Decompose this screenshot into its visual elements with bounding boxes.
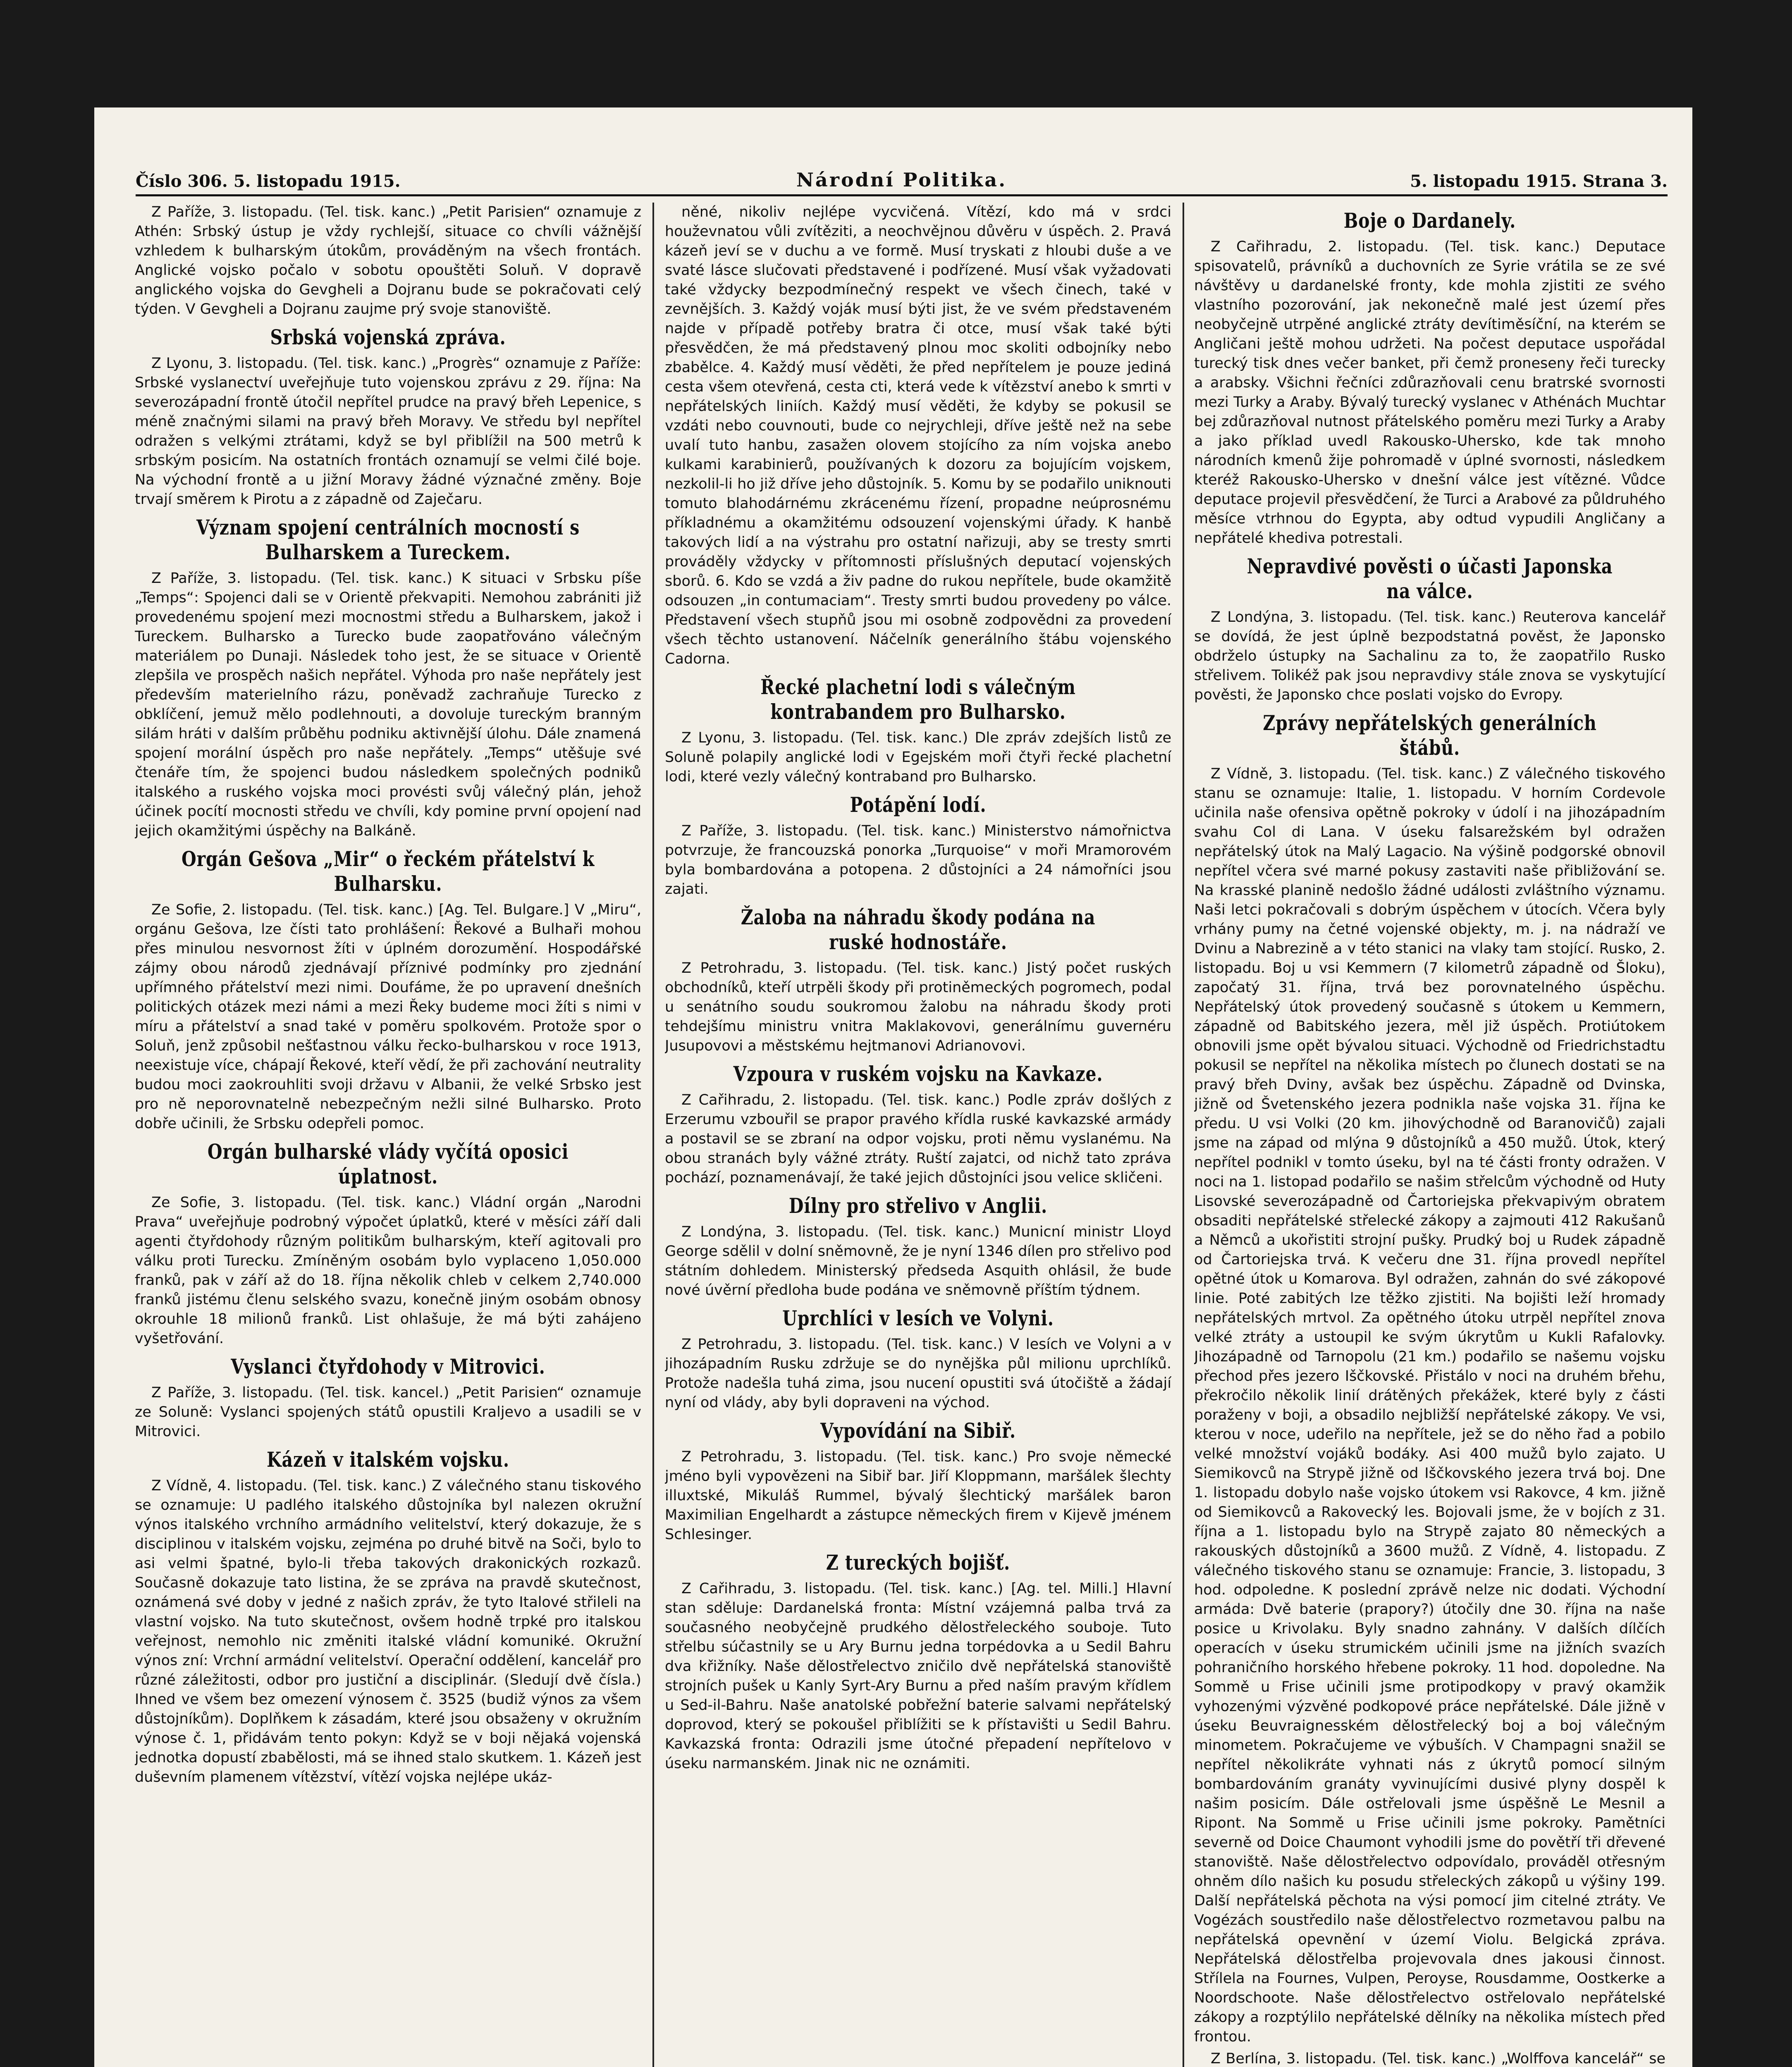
article-heading: Zprávy nepřátelských generálních štábů. xyxy=(1263,711,1597,760)
article-body: Z Paříže, 3. listopadu. (Tel. tisk. kancel.) „Petit Parisien“ oznamuje ze Soluně: Vyslanci spojených států opustili Kraljevo a usadili se v Mitrovici. xyxy=(135,1384,641,1440)
column-2 xyxy=(665,203,1171,2067)
article-heading: Orgán bulharské vlády vyčítá oposici úplatnost. xyxy=(207,1139,569,1189)
article xyxy=(135,325,641,509)
article-heading: Řecké plachetní lodi s válečným kontrabandem pro Bulharsko. xyxy=(760,675,1076,724)
article xyxy=(665,203,1171,669)
article-heading: Orgán Gešova „Mir“ o řeckém přátelství k Bulharsku. xyxy=(181,847,595,896)
article xyxy=(665,675,1171,787)
article-heading: Srbská vojenská zpráva. xyxy=(270,325,506,349)
article-heading: Dílny pro střelivo v Anglii. xyxy=(788,1193,1048,1218)
article xyxy=(665,1306,1171,1413)
article xyxy=(1194,208,1665,548)
issue-date: Číslo 306. 5. listopadu 1915. xyxy=(136,172,401,191)
article-heading: Uprchlíci v lesích ve Volyni. xyxy=(782,1306,1054,1330)
article xyxy=(135,1139,641,1349)
article-body: Z Lyonu, 3. listopadu. (Tel. tisk. kanc.) Dle zpráv zdejších listů ze Soluně polapily anglické lodi v Egejském moři čtyři řecké plachetní lodi, které vezly válečný kontraband pro Bulharsko. xyxy=(665,730,1171,785)
article xyxy=(135,1447,641,1787)
article xyxy=(1194,711,1665,2047)
article-body: Ze Sofie, 2. listopadu. (Tel. tisk. kanc.) [Ag. Tel. Bulgare.] V „Miru“, orgánu Gešova, lze čísti tato prohlášení: Řekové a Bulhaři mohou přes minulou nesvornost žíti v úplném dorozumění. Hospodářské zájmy obou národů zjednávají příznivé podmínky pro zjednání upřímného přátelství mezi nimi. Doufáme, že po upravení dnešních politických otázek mezi námi a mezi Řeky budeme moci žíti s nimi v míru a přátelství a snad také v poměru spolkovém. Protože spor o Soluň, jenž způsobil nešťastnou válku řecko-bulharskou v roce 1913, neexistuje více, chápají Řekové, kteří vědí, že při zachování neutrality budou moci zaokrouhliti svoji državu v Albanii, že velké Srbsko jest pro ně neporovnatelně nebezpečným nežli silné Bulharsko. Proto dobře učinili, že Srbsku odepřeli pomoc. xyxy=(135,902,641,1132)
column-1 xyxy=(135,203,641,2067)
article-body: Z Petrohradu, 3. listopadu. (Tel. tisk. kanc.) Jistý počet ruských obchodníků, kteří utrpěli škody při protiněmeckých pogromech, podal u senátního soudu soukromou žalobu na náhradu škody proti tehdejšímu ministru vnitra Maklakovovi, generálnímu guvernéru Jusupovovi a městskému hejtmanovi Adrianovovi. xyxy=(665,960,1171,1054)
article-heading: Boje o Dardanely. xyxy=(1343,208,1516,233)
article-body: Z Vídně, 3. listopadu. (Tel. tisk. kanc.) Z válečného tiskového stanu se oznamuje: Italie, 1. listopadu. V horním Cordevole učinila naše ofensiva opětně pokroky v údolí i na jihozápadním svahu Col di Lana. V úseku falsarežském byl odražen nepřátelský útok na Malý Lagacio. Na výšině podgorské obnovil nepřítel včera své marné pokusy zastaviti naše přibližování se. Na krasské planině nedošlo žádné události zvláštního významu. Naši letci pokračovali s dobrým úspěchem v útocích. Včera byly vrhány pumy na četné vojenské objekty, m. j. na nádraží ve Dvinu a Nabrezině a v této stanici na vlaky tam stojící. Rusko, 2. listopadu. Boj u vsi Kemmern (7 kilometrů západně od Šloku), započatý 31. října, trvá bez porovnatelného úspěchu. Nepřátelský útok provedený současně s útokem u Kemmern, západně od Babitského jezera, měl již úspěch. Protiútokem obnovili jsme opět bývalou situaci. Východně od Friedrichstadtu pokusil se nepřítel na několika místech po člunech dostati se na pravý břeh Dviny, avšak bez úspěchu. Západně od Dvinska, jižně od Švetenského jezera podnikla naše vojska 31. října ke předu. U vsi Volki (20 km. jihovýchodně od Baranovičů) zajali jsme na západ od mlýna 9 důstojníků a 450 mužů. Útok, který nepřítel podnikl v tomto úseku, byl na té části fronty odražen. V noci na 1. listopad podařilo se našim střelcům východně od Huty Lisovské severozápadně od Čartoriejska překvapivým obratem obsaditi nepřátelské střelecké zákopy a zajmouti 412 Rakušanů a Němců a ukořistiti strojní pušky. Prudký boj u Rudek západně od Čartoriejska trvá. K večeru dne 31. října provedl nepřítel opětné útok u Komarova. Byl odražen, zahnán do své zákopové linie. Poté zabitých lze těžko zjistiti. Na bojišti leží hromady nepřátelských mrtvol. Za opětného útoku utrpěl nepřítel znova velké ztráty a ustoupil ke svým úkrytům u Kukli Rafalovky. Jihozápadně od Tarnopolu (21 km.) podařilo se našemu vojsku přechod přes jezero Iščkovské. Přistálo v noci na druhém břehu, překročilo několik linií drátěných překážek, které byly z části poraženy v boji, a obsadilo nejbližší nepřátelské zákopy. Ve vsi, kterou v noce, udeřilo na nepřítele, jež se do něho řad a pobilo velké množství vojáků bodáky. Asi 400 mužů bylo zajato. U Siemikovců na Strypě jižně od Iščkovského jezera trvá boj. Dne 1. listopadu dobylo naše vojsko útokem vsi Rakovce, 4 km. jižně od Siemikovců a Rakovecký les. Bojovali jsme, že v bojích z 31. října a 1. listopadu bylo na Strypě zajato 80 německých a rakouských důstojníků a 3600 mužů. Z Vídně, 4. listopadu. Z válečného tiskového stanu se oznamuje: Francie, 3. listopadu, 3 hod. odpoledne. K poslední zprávě nelze nic dodati. Východní armáda: Dvě baterie (prapory?) útočily dne 30. října na naše posice u Krivolaku. Byly snadno zahnány. V dalších dílčích operacích v úseku strumickém učinili jsme na jižních svazích pohraničního horského hřebene pokroky. 11 hod. dopoledne. Na Sommě u Frise učinili jsme protipodkopy v pravý okamžik vyhozenými výzvěné podkopové práce nepřátelské. Dále jižně v úseku Beuvraignesském dělostřelecký boj a boj válečným minometem. Pokračujeme ve výbuších. V Champagni snažil se nepřítel několikráte vyhnati nás z úkrytů pomocí silným bombardováním granáty vyvinujícími dusivé plyny dospěl k našim posicím. Dále ostřelovali jsme úspěšně Le Mesnil a Ripont. Na Sommě u Frise učinili jsme pokroky. Pamětníci severně od Doice Chaumont vyhodili jsme do povětří tři dřevené stanoviště. Naše dělostřelectvo odpovídalo, prováděl otřesným ohněm dílo našich ku posudu střeleckých zákopů u výšiny 199. Další nepřátelská pěchota na výsi pomocí jim citelné ztráty. Ve Vogézách soustředilo naše dělostřelectvo rozmetavou palbu na nepřátelská opevnění v území Violu. Belgická zpráva. Nepřátelská dělostřelba projevovala dnes jakousi činnost. Střílela na Fournes, Vulpen, Peroyse, Rousdamme, Oostkerke a Noordschoote. Naše dělostřelectvo ostřelovalo nepřátelské zákopy a rozptýlilo nepřátelské dělníky na několika místech před frontou. xyxy=(1194,766,1665,2045)
article-body: Z Cařihradu, 2. listopadu. (Tel. tisk. kanc.) Deputace spisovatelů, právníků a duchovních ze Syrie vrátila se ze své návštěvy u dardanelské fronty, kde mohla zjistiti ze svého vlastního pozorování, jak nekonečně malé jest území přes neobyčejně utrpěné anglické ztráty devítiměsíční, na kterém se Angličani ještě mohou udržeti. Na počest deputace uspořádal turecký tisk dnes večer banket, při čemž proneseny řeči turecky a arabsky. Všichni řečníci zdůrazňovali cenu bratrské svornosti mezi Turky a Araby. Bývalý turecký vyslanec v Athénách Muchtar bej zdůrazňoval nutnost přátelského poměru mezi Turky a Araby a jako příklad uvedl Rakousko-Uhersko, kde tak mnoho národních kmenů žije pohromadě v úplné svornosti, následkem kteréž Rakousko-Uhersko v dnešní válce jest vítězné. Vůdce deputace projevil přesvědčení, že Turci a Arabové za půldruhého měsíce vtrhnou do Egypta, aby odtud vypudili Angličany a nepřátelé khediva potrestali. xyxy=(1194,239,1665,547)
article xyxy=(135,847,641,1134)
article-heading: Význam spojení centrálních mocností s Bulharskem a Tureckem. xyxy=(196,515,580,564)
article xyxy=(135,515,641,841)
article-body: Z Vídně, 4. listopadu. (Tel. tisk. kanc.) Z válečného stanu tiskového se oznamuje: U padlého italského důstojníka byl nalezen okružní výnos italského vrchního armádního velitelství, který dokazuje, že s disciplinou v italském vojsku, zejména po druhé bitvě na Soči, bylo to asi velmi špatné, bylo-li třeba takových drakonických rozkazů. Současně dokazuje tato listina, že se zpráva na pravdě skutečnost, oznámená své doby v jedné z našich zpráv, že tyto Italové střileli na vlastní vojsko. Na tuto skutečnost, ovšem hodně trpké pro italskou veřejnost, nemohlo nic změniti italské vládní komuniké. Okružní výnos zní: Vrchní armádní velitelství. Operační oddělení, kancelář pro různé záležitosti, odbor pro justiční a disciplinár. (Sledují dvě čísla.) Ihned ve všem bez omezení výnosem č. 3525 (budiž výnos za všem důstojníkům). Doplňkem k zásadám, které jsou obsaženy v okružním výnose č. 1, přidávám tento pokyn: Když se v boji nějaká vojenská jednotka dopustí zbabělosti, má se ihned stalo skutkem. 1. Kázeň jest duševním plamenem vítězství, vítězí vojska nejlépe ukáz- xyxy=(135,1477,641,1785)
article-heading: Vypovídání na Sibiř. xyxy=(820,1418,1016,1443)
article-heading: Z tureckých bojišť. xyxy=(826,1550,1011,1575)
column-3 xyxy=(1194,203,1665,2067)
article xyxy=(665,1193,1171,1300)
article-heading: Vyslanci čtyřdohody v Mitrovici. xyxy=(231,1354,545,1379)
article xyxy=(135,203,641,319)
article xyxy=(135,1354,641,1442)
column-rule xyxy=(652,203,654,2067)
page-header xyxy=(136,165,1668,196)
article-body: Z Petrohradu, 3. listopadu. (Tel. tisk. kanc.) Pro svoje německé jméno byli vypovězeni na Sibiř bar. Jiří Kloppmann, maršálek šlechty illuxtské, Mikuláš Rummel, bývalý šlechtický maršálek baron Maximilian Engelhardt a zástupce německých firem v Kijevě jménem Schlesinger. xyxy=(665,1449,1171,1543)
article-heading: Vzpoura v ruském vojsku na Kavkaze. xyxy=(733,1062,1103,1086)
article-body: Ze Sofie, 3. listopadu. (Tel. tisk. kanc.) Vládní orgán „Narodni Prava“ uveřejňuje podrobný výpočet úplatků, které v měsíci září dali agenti čtyřdohody různým politikům bulharským, kteří agitovali pro válku proti Turecku. Zmíněným osobám bylo vyplaceno 1,050.000 franků, pak v září až do 18. října několik chleb v celkem 2,740.000 franků jistému členu selského svazu, konečně jiným osobám obnosy okrouhle 18 milionů franků. List ohlašuje, že má býti zahájeno vyšetřování. xyxy=(135,1194,641,1347)
article-body: něné, nikoliv nejlépe vycvičená. Vítězí, kdo má v srdci houževnatou vůli zvítěziti, a neochvějnou důvěru v úspěch. 2. Pravá kázeň jeví se v duchu a ve formě. Musí tryskati z hloubi duše a ve svaté lásce slučovati představené i podřízené. Musí však vyžadovati také vždycky bezpodmínečný respekt ve všech činech, také v zevnějších. 3. Každý voják musí býti jist, že ve svém představeném najde v případě potřeby bratra či otce, musí však také býti přesvědčen, že má představený plnou moc skoliti odbojníky nebo zbabělce. 4. Každý musí věděti, že před nepřítelem je pouze jediná cesta všem otevřená, cesta cti, která vede k vítězství anebo k smrti v nepřátelských liniích. Každý musí věděti, že kdyby se pokusil se vzdáti nebo couvnouti, bude co nejrychleji, dříve ještě než na sebe uvalí tuto hanbu, zasažen olovem stojícího za ním vojska anebo kulkami karabinierů, používaných k dozoru za bojujícím vojskem, nezkolil-li ho již dříve jeho důstojník. 5. Komu by se podařilo uniknouti tomuto blahodárnému zkrácenému řízení, propadne neúprosnému příkladnému a okamžitému odsouzení vojenskými úřady. K hanbě takových lidí a na výstrahu pro ostatní nařizuji, aby se tresty smrti prováděly vždycky v přítomnosti příslušných deputací vojenských sborů. 6. Kdo se vzdá a živ padne do rukou nepřítele, bude okamžitě odsouzen „in contumaciam“. Tresty smrti budou provedeny po válce. Představení všech stupňů jsou mi osobně zodpovědni za provedení všech těchto ustanovení. Náčelník generálního štábu vojenského Cadorna. xyxy=(665,204,1171,667)
article-body: Z Paříže, 3. listopadu. (Tel. tisk. kanc.) „Petit Parisien“ oznamuje z Athén: Srbský ústup je vždy rychlejší, situace co chvíli vážnější vzhledem k bulharským útokům, prováděným na všech frontách. Anglické vojsko počalo v sobotu opouštěti Soluň. V dopravě anglického vojska do Gevgheli a Dojranu bude se pokračovati celý týden. V Gevgheli a Dojranu zaujme prý svoje stanoviště. xyxy=(135,204,641,317)
article xyxy=(665,1062,1171,1188)
masthead: Národní Politika. xyxy=(796,169,1007,191)
article-heading: Kázeň v italském vojsku. xyxy=(267,1447,509,1472)
article-body: Z Londýna, 3. listopadu. (Tel. tisk. kanc.) Municní ministr Lloyd George sdělil v dolní sněmovně, že je nyní 1346 dílen pro střelivo pod státním dohledem. Ministerský předseda Asquith ohlásil, že bude nové úvěrní předloha bude podána ve sněmovně příštím týdnem. xyxy=(665,1224,1171,1298)
article-body: Z Cařihradu, 2. listopadu. (Tel. tisk. kanc.) Podle zpráv došlých z Erzerumu vzbouřil se prapor pravého křídla ruské kavkazské armády a postavil se se zbraní na odpor vojsku, proti němu vyslanému. Na obou stranách byly vážné ztráty. Ruští zajatci, od nichž tato zpráva pochází, poznamenávají, že také jejich důstojníci jsou velice skličeni. xyxy=(665,1092,1171,1186)
article xyxy=(665,1550,1171,1773)
article-body: Z Lyonu, 3. listopadu. (Tel. tisk. kanc.) „Progrès“ oznamuje z Paříže: Srbské vyslanectví uveřejňuje tuto vojenskou zprávu z 29. října: Na severozápadní frontě útočil nepřítel prudce na pravý břeh Lepenice, s méně značnými silami na pravý břeh Moravy. Ve středu byl nepřítel odražen s velkými ztrátami, když se byl přiblížil na 500 metrů k srbským posicím. Na ostatních frontách oznamují se velmi čilé boje. Na východní frontě a u jižní Moravy žádné význačné změny. Boje trvají směrem k Pirotu a z západně od Zaječaru. xyxy=(135,355,641,508)
article xyxy=(665,792,1171,899)
column-rule xyxy=(1183,203,1184,2067)
article-heading: Potápění lodí. xyxy=(850,792,987,817)
page-number: 5. listopadu 1915. Strana 3. xyxy=(1410,172,1668,191)
newspaper-page xyxy=(94,107,1692,2067)
article xyxy=(665,905,1171,1056)
article-body: Z Paříže, 3. listopadu. (Tel. tisk. kanc.) K situaci v Srbsku píše „Temps“: Spojenci dali se v Orientě překvapiti. Nemohou zabrániti již provedenému spojení mezi mocnostmi středu a Bulharskem, jakož i Tureckem. Bulharsko a Turecko bude zaopatřováno válečným materiálem po Dunaji. Následek toho jest, že se situace v Orientě zlepšila ve prospěch našich nepřátel. Výhoda pro naše nepřátely jest především materielního rázu, poněvadž zachraňuje Turecko z obklíčení, jemuž mělo podlehnouti, a dovoluje tureckým branným silám hráti v dalším průběhu podniku aktivnější úlohu. Dále znamená spojení morální úspěch pro naše nepřátely. „Temps“ utěšuje své čtenáře tím, že spojenci budou následkem společných podniků italského a ruského vojska moci provésti svůj válečný plán, jehož účinek pocítí mocnosti středu ve chvíli, kdy pomine první opojení nad jejich okamžitými úspěchy na Balkáně. xyxy=(135,570,641,839)
article xyxy=(1194,2049,1665,2067)
article-body: Z Berlína, 3. listopadu. (Tel. tisk. kanc.) „Wolffova kancelář“ se xyxy=(1211,2050,1665,2067)
article xyxy=(665,1418,1171,1544)
article-heading: Nepravdivé pověsti o účasti Japonska na válce. xyxy=(1247,554,1613,603)
article xyxy=(1194,554,1665,705)
article-heading: Žaloba na náhradu škody podána na ruské hodnostáře. xyxy=(741,905,1096,954)
article-body: Z Londýna, 3. listopadu. (Tel. tisk. kanc.) Reuterova kancelář se dovídá, že jest úplně bezpodstatná pověst, že Japonsko obdrželo ústupky na Sachalinu za to, že zaopatřilo Rusko střelivem. Tolikéž pak jsou nepravdivy stále znova se vyskytující pověsti, že Japonsko chce poslati vojsko do Evropy. xyxy=(1194,609,1665,703)
article-body: Z Petrohradu, 3. listopadu. (Tel. tisk. kanc.) V lesích ve Volyni a v jihozápadním Rusku zdržuje se do nynějška půl milionu uprchlíků. Protože nadešla tuhá zima, jsou nucení opustiti svá útočiště a žádají nyní od vlády, aby byli dopraveni na východ. xyxy=(665,1336,1171,1411)
article-body: Z Paříže, 3. listopadu. (Tel. tisk. kanc.) Ministerstvo námořnictva potvrzuje, že francouzská ponorka „Turquoise“ v moři Mramorovém byla bombardována a potopena. 2 důstojníci a 24 námořníci jsou zajati. xyxy=(665,823,1171,897)
article-body: Z Cařihradu, 3. listopadu. (Tel. tisk. kanc.) [Ag. tel. Milli.] Hlavní stan sděluje: Dardanelská fronta: Místní vzájemná palba trvá za současného neobyčejně prudkého dělostřeleckého souboje. Tuto střelbu súčastnily se u Ary Burnu jedna torpédovka a u Sedil Bahru dva křižníky. Naše dělostřelectvo zničilo dvě nepřátelská stanoviště strojních pušek u Kanly Syrt-Ary Burnu a před naším pravým křídlem u Sed-il-Bahru. Naše anatolské pobřežní baterie salvami nepřátelský doprovod, který se pokoušel přiblížiti se k přístavišti u Sedil Bahru. Kavkazská fronta: Odrazili jsme útočné přepadení nepřítelovo v úseku narmanském. Jinak nic ne oznámiti. xyxy=(665,1580,1171,1772)
